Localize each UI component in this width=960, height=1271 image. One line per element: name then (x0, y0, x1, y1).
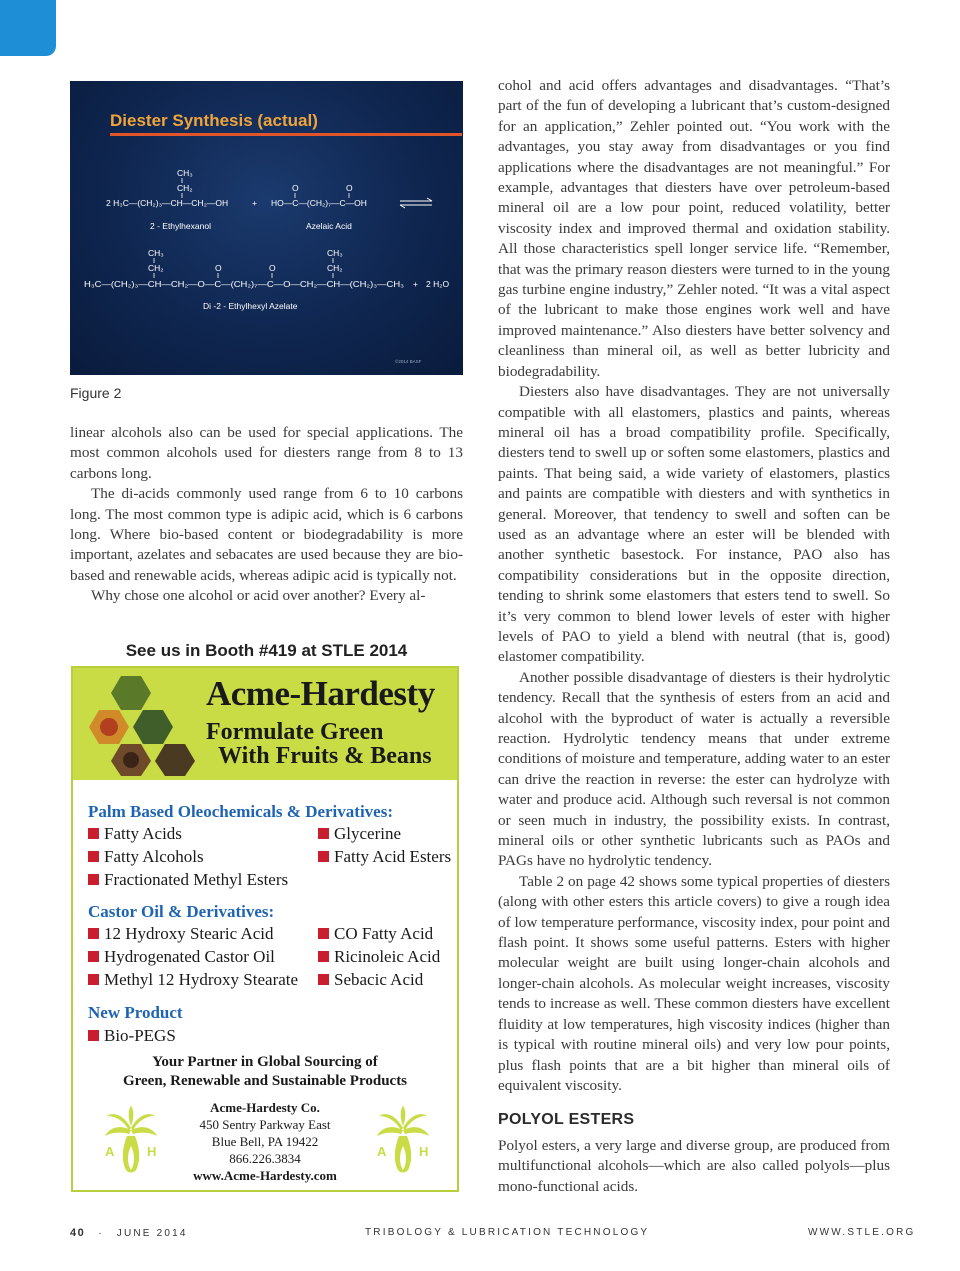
paragraph: linear alcohols also can be used for special applications. The most common alcohols used for diesters range from 8 to 13 carbons long. (70, 424, 463, 482)
paragraph: Diesters also have disadvantages. They are not universally compatible with all elastomers, plastics and paints, whereas mineral oil has a broad compatibility profile. Specifically, diesters tend to swell up or soften some elastomers, plastics and paints. That being said, a wide variety of elastomers, plastics and paints are compatible with diesters and with synthetics in general. Moreover, that tendency to swell and soften can be used as an advantage where an ester will be blended with another synthetic basestock. For instance, PAO also has compatibility considerations but in the opposite direction, tending to shrink some elastomers that esters tend to swell. So it’s very common to blend lower levels of ester with higher levels of PAO to yield a blend with neutral (that is, good) elastomer compatibility. (498, 383, 890, 666)
ad-tagline: With Fruits & Beans (218, 743, 432, 769)
ad-address-name: Acme-Hardesty Co. (210, 1100, 320, 1115)
ad-product: CO Fatty Acid (318, 924, 433, 944)
paragraph: Polyol esters, a very large and diverse group, are produced from multifunctional alcohols—which are also called polyols—plus mono-functional acids. (498, 1136, 890, 1195)
ad-section-new: New Product (88, 1003, 183, 1022)
reactant1-label: 2 - Ethylhexanol (150, 221, 211, 231)
acme-hardesty-ad[interactable] (71, 666, 459, 1192)
svg-text:+: + (252, 198, 257, 208)
ad-tagline: Formulate Green (206, 719, 384, 745)
corner-tab (0, 0, 56, 56)
ad-partner-line: Green, Renewable and Sustainable Products (122, 1073, 408, 1089)
svg-text:A: A (377, 1144, 387, 1159)
footer-separator: · (98, 1228, 104, 1239)
ad-product: Glycerine (318, 824, 401, 844)
figure-copyright: ©2014 BASF (395, 359, 422, 364)
svg-text:CH₂: CH₂ (148, 263, 164, 273)
issue-date: JUNE 2014 (116, 1228, 188, 1239)
figure-title: Diester Synthesis (actual) (110, 111, 318, 130)
ad-website-link[interactable]: www.Acme-Hardesty.com (193, 1168, 337, 1183)
footer-website-link[interactable]: WWW.STLE.ORG (808, 1227, 916, 1238)
section-heading: POLYOL ESTERS (498, 1111, 635, 1129)
ad-product: Fractionated Methyl Esters (88, 870, 288, 890)
svg-text:H: H (147, 1144, 157, 1159)
ad-section-palm: Palm Based Oleochemicals & Derivatives: (88, 802, 393, 821)
fruit-hexagons-image (81, 672, 203, 776)
ad-banner (73, 668, 457, 780)
page-number: 40 (70, 1227, 86, 1239)
ad-partner-line: Your Partner in Global Sourcing of (152, 1054, 378, 1070)
equilibrium-arrow (400, 198, 432, 208)
right-column (498, 76, 890, 1197)
footer-left (70, 1227, 188, 1239)
svg-text:O: O (292, 183, 299, 193)
ad-product: Bio-PEGS (88, 1026, 176, 1046)
svg-text:CH₂: CH₂ (327, 263, 343, 273)
journal-name: TRIBOLOGY & LUBRICATION TECHNOLOGY (365, 1227, 650, 1238)
ad-section-castor: Castor Oil & Derivatives: (88, 902, 275, 921)
ad-address-street: 450 Sentry Parkway East (199, 1117, 331, 1132)
booth-notice: See us in Booth #419 at STLE 2014 (125, 641, 408, 660)
reactant1-formula: 2 H₃C—(CH₂)₃—CH—CH₂—OH (106, 198, 229, 208)
ad-product: Ricinoleic Acid (318, 947, 440, 967)
paragraph: cohol and acid offers advantages and disadvantages. “That’s part of the fun of developing a lubricant that’s custom-designed for an application,” Zehler pointed out. “You work with the advantages, you stay away from disadvantages or you find applications where the disadvantages are not meaningful.” For example, advantages that diesters have over petroleum-based mineral oil are a low pour point, reduced volatility, better viscosity index and improved thermal and oxidation stability. All those characteristics spell longer service life. “Remember, that was the primary reason diesters were turned to in the young gas turbine engine industry,” Zehler noted. “It was a vital aspect of the lubricant to make those engines work well and have improved maintenance.” Also diesters have better solvency and cleanliness than mineral oil, as well as better lubricity and biodegradability. (498, 77, 890, 380)
ad-product: 12 Hydroxy Stearic Acid (88, 924, 274, 944)
svg-text:+: + (413, 279, 418, 289)
product-label: Di -2 - Ethylhexyl Azelate (203, 301, 298, 311)
svg-text:O: O (269, 263, 276, 273)
svg-text:A: A (105, 1144, 115, 1159)
svg-text:H: H (419, 1144, 429, 1159)
ad-company-name: Acme-Hardesty (206, 674, 435, 713)
reactant2-label: Azelaic Acid (306, 221, 352, 231)
svg-text:CH₃: CH₃ (148, 248, 164, 258)
svg-text:O: O (346, 183, 353, 193)
ad-product: Fatty Acid Esters (318, 847, 451, 867)
ad-address-city: Blue Bell, PA 19422 (211, 1134, 319, 1149)
svg-text:CH₂: CH₂ (177, 183, 193, 193)
svg-text:CH₃: CH₃ (327, 248, 343, 258)
paragraph: Why chose one alcohol or acid over another? Every al- (91, 587, 426, 605)
ad-phone: 866.226.3834 (229, 1151, 301, 1166)
paragraph: Another possible disadvantage of diesters is their hydrolytic tendency. Recall that the synthesis of esters from an acid and alcohol with the byproduct of water is actually a reversible reaction. Hydrolytic tendency means that under extreme conditions of moisture and temperature, adding water to an ester can drive the reaction in reverse: the ester can hydrolyze with water and produce acid. Although such reversal is not common or seen much in industry, the possibility exists. In contrast, mineral oils or other synthetic lubricants such as PAOs and PAGs have no hydrolytic tendency. (498, 668, 890, 870)
ad-product: Sebacic Acid (318, 970, 423, 990)
figure-diester-synthesis (70, 81, 463, 375)
ad-product: Fatty Alcohols (88, 847, 204, 867)
ad-product: Methyl 12 Hydroxy Stearate (88, 970, 298, 990)
figure-caption: Figure 2 (70, 385, 122, 401)
left-column (70, 423, 463, 607)
reactant2-formula: HO—C—(CH₂)₇—C—OH (271, 198, 367, 208)
svg-text:O: O (215, 263, 222, 273)
product-formula: H₃C—(CH₂)₃—CH—CH₂—O—C—(CH₂)₇—C—O—CH₂—CH—(CH₂)₃—CH₃ (84, 279, 404, 289)
figure-title-rule (110, 133, 462, 136)
ad-product: Fatty Acids (88, 824, 182, 844)
paragraph: Table 2 on page 42 shows some typical properties of diesters (along with other esters this article covers) to give a rough idea of low temperature performance, viscosity index, pour point and flash point. It shows some useful patterns. Esters with higher molecular weight are built using longer-chain alcohols and longer-chain alcohols. As molecular weight increases, viscosity tends to increase as well. These common diesters have excellent fluidity at low temperatures, high viscosity indices (higher than is typical with routine mineral oils) and very low pour points, plus flash points that are a bit higher than mineral oils of equivalent viscosity. (498, 872, 890, 1094)
ad-product: Hydrogenated Castor Oil (88, 947, 275, 967)
paragraph: The di-acids commonly used range from 6 to 10 carbons long. The most common type is adipic acid, which is 6 carbons long. Where bio-based content or biodegradability is more important, azelates and sebacates are used because they are bio-based and renewable acids, whereas adipic acid is typically not. (70, 485, 463, 584)
svg-text:CH₃: CH₃ (177, 168, 193, 178)
water-product: 2 H₂O (426, 279, 450, 289)
